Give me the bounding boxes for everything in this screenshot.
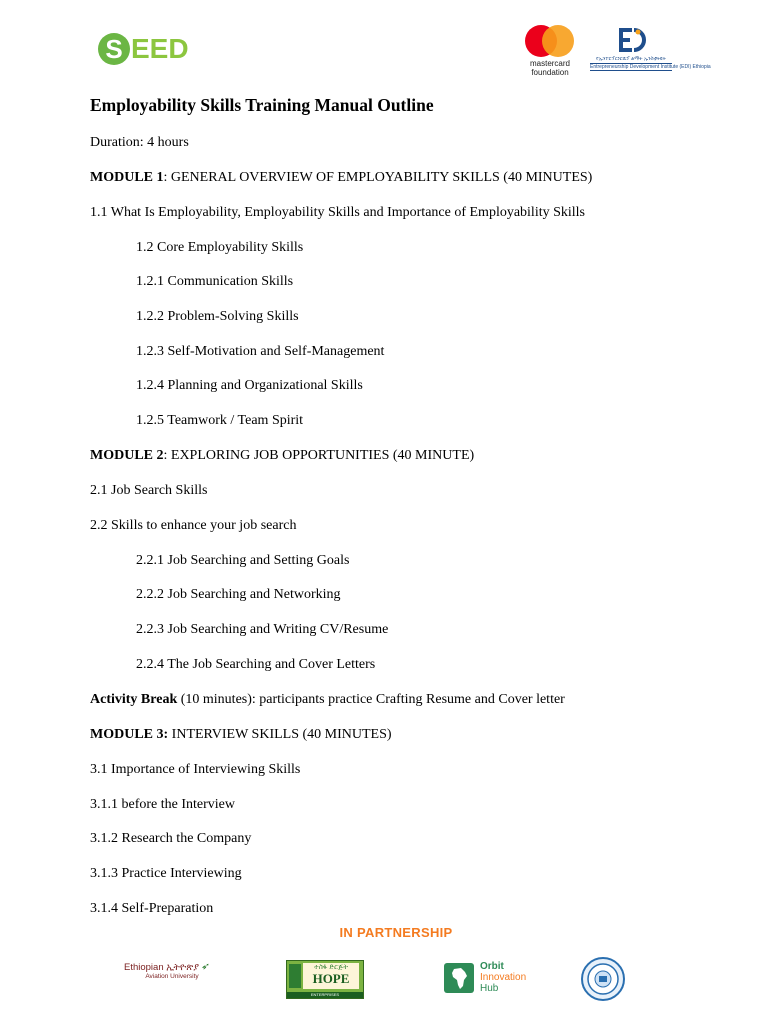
list-item: 3.1.2 Research the Company	[90, 831, 252, 846]
module-3-heading	[90, 726, 392, 744]
university-seal-logo	[581, 957, 625, 1001]
list-item: 3.1.3 Practice Interviewing	[90, 866, 242, 881]
module-1-title: : GENERAL OVERVIEW OF EMPLOYABILITY SKILLS (40 MINUTES)	[163, 170, 593, 185]
hope-enterprises-logo	[286, 960, 364, 999]
hope-mark-icon	[289, 964, 301, 988]
page-title: Employability Skills Training Manual Outline	[90, 95, 434, 115]
list-item: 1.2 Core Employability Skills	[136, 240, 304, 255]
activity-break-line	[90, 691, 565, 709]
header-logos	[0, 0, 768, 90]
mastercard-circles-icon	[523, 25, 577, 57]
module-3-title: INTERVIEW SKILLS (40 MINUTES)	[168, 727, 392, 742]
list-item: 2.2.2 Job Searching and Networking	[136, 587, 341, 602]
list-item: 3.1.1 before the Interview	[90, 797, 235, 812]
module-3-label: MODULE 3:	[90, 727, 169, 742]
list-item: 3.1.4 Self-Preparation	[90, 901, 214, 916]
ethiopian-logo-text: Ethiopian ኢትዮጵያ ➶	[124, 962, 209, 973]
orbit-text: Orbit	[480, 961, 504, 972]
mastercard-foundation-logo	[523, 25, 577, 79]
aviation-university-text: Aviation University	[145, 973, 199, 980]
edi-english-text: Entrepreneurship Development Institute (EDI) Ethiopia	[590, 64, 711, 70]
duration-text: Duration: 4 hours	[90, 135, 189, 150]
module-2-title: : EXPLORING JOB OPPORTUNITIES (40 MINUTE)	[163, 448, 475, 463]
edi-logo	[590, 26, 711, 80]
africa-map-icon	[444, 963, 474, 993]
ethiopian-aviation-university-logo	[124, 962, 220, 994]
seed-logo-letter: S	[98, 33, 130, 65]
hope-amharic-text: ተስፋ ድርጅት	[314, 964, 348, 971]
in-partnership-heading: IN PARTNERSHIP	[339, 925, 453, 940]
list-item: 3.1 Importance of Interviewing Skills	[90, 762, 301, 777]
list-item: 1.2.3 Self-Motivation and Self-Management	[136, 344, 385, 359]
document-body	[90, 94, 730, 116]
seed-logo-text: EED	[131, 33, 189, 64]
seed-logo	[98, 32, 189, 66]
list-item: 2.2.3 Job Searching and Writing CV/Resume	[136, 622, 389, 637]
activity-break-text: (10 minutes): participants practice Crafting Resume and Cover letter	[177, 692, 565, 707]
module-1-heading	[90, 169, 592, 187]
list-item: 1.2.5 Teamwork / Team Spirit	[136, 413, 304, 428]
mastercard-foundation-text: mastercard foundation	[529, 59, 570, 77]
list-item: 1.2.2 Problem-Solving Skills	[136, 309, 299, 324]
hope-text: HOPE	[312, 971, 350, 986]
edi-mark-icon	[616, 26, 646, 54]
innovation-text: Innovation	[480, 972, 527, 983]
module-2-label: MODULE 2	[90, 448, 164, 463]
activity-break-label: Activity Break	[90, 692, 178, 707]
list-item: 1.1 What Is Employability, Employability Skills and Importance of Employability Skills	[90, 205, 586, 220]
module-1-label: MODULE 1	[90, 170, 164, 185]
list-item: 2.1 Job Search Skills	[90, 483, 208, 498]
list-item: 2.2 Skills to enhance your job search	[90, 518, 297, 533]
list-item: 1.2.4 Planning and Organizational Skills	[136, 378, 363, 393]
list-item: 1.2.1 Communication Skills	[136, 274, 294, 289]
hub-text: Hub	[480, 983, 499, 994]
module-2-heading	[90, 447, 474, 465]
list-item: 2.2.1 Job Searching and Setting Goals	[136, 553, 350, 568]
list-item: 2.2.4 The Job Searching and Cover Letters	[136, 657, 376, 672]
hope-enterprises-text: ENTERPRISES	[310, 992, 340, 997]
edi-amharic-text: የኢንተርፕርነርሺፕ ልማት ኢንስቲትዩት	[596, 56, 666, 62]
orbit-innovation-hub-logo	[444, 960, 528, 996]
